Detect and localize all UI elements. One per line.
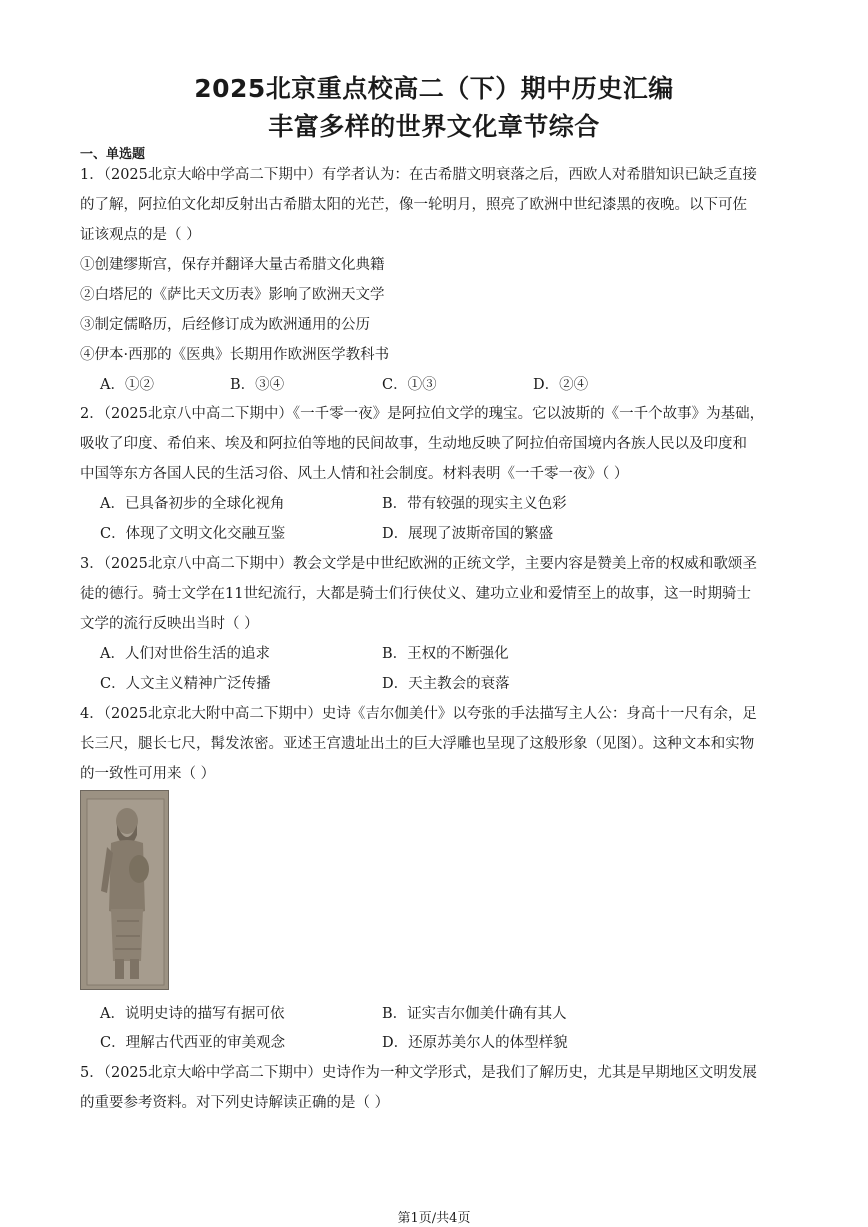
- q1-stem-line: 证该观点的是（ ）: [80, 227, 201, 243]
- q2-option-c[interactable]: C．体现了文明文化交融互鉴: [100, 526, 286, 542]
- q1-stem-line: 的了解，阿拉伯文化却反射出古希腊太阳的光芒，像一轮明月，照亮了欧洲中世纪漆黑的夜晚。以下可佐: [80, 197, 747, 213]
- gilgamesh-relief-image: [80, 790, 169, 990]
- q5-stem-line: 5．（2025北京大峪中学高二下期中）史诗作为一种文学形式，是我们了解历史，尤其是早期地区文明发展: [80, 1065, 757, 1081]
- page-number: 第1页/共4页: [397, 1211, 471, 1226]
- section-heading: 一、单选题: [80, 147, 146, 162]
- q2-option-d[interactable]: D．展现了波斯帝国的繁盛: [382, 526, 554, 542]
- q3-stem-line: 徒的德行。骑士文学在11世纪流行，大都是骑士们行侠仗义、建功立业和爱情至上的故事，这一时期骑士: [80, 586, 751, 602]
- q1-option-d[interactable]: D．②④: [533, 377, 589, 393]
- q3-stem-line: 文学的流行反映出当时（ ）: [80, 616, 259, 632]
- q4-option-c[interactable]: C．理解古代西亚的审美观念: [100, 1035, 286, 1051]
- q1-item: ④伊本·西那的《医典》长期用作欧洲医学教科书: [80, 347, 390, 363]
- q1-item: ②白塔尼的《萨比天文历表》影响了欧洲天文学: [80, 287, 385, 303]
- document-subtitle: 丰富多样的世界文化章节综合: [268, 112, 600, 141]
- q3-option-b[interactable]: B．王权的不断强化: [382, 646, 509, 662]
- q5-stem-line: 的重要参考资料。对下列史诗解读正确的是（ ）: [80, 1095, 390, 1111]
- q4-stem-line: 4．（2025北京北大附中高二下期中）史诗《吉尔伽美什》以夸张的手法描写主人公：身高十一尺有余，足: [80, 706, 757, 722]
- q4-option-a[interactable]: A．说明史诗的描写有据可依: [100, 1006, 285, 1022]
- q3-option-c[interactable]: C．人文主义精神广泛传播: [100, 676, 271, 692]
- q4-stem-line: 的一致性可用来（ ）: [80, 766, 216, 782]
- q1-option-a[interactable]: A．①②: [100, 377, 154, 393]
- q3-option-d[interactable]: D．天主教会的衰落: [382, 676, 510, 692]
- q4-option-d[interactable]: D．还原苏美尔人的体型样貌: [382, 1035, 568, 1051]
- q2-option-b[interactable]: B．带有较强的现实主义色彩: [382, 496, 567, 512]
- q3-option-a[interactable]: A．人们对世俗生活的追求: [100, 646, 270, 662]
- q2-stem-line: 中国等东方各国人民的生活习俗、风土人情和社会制度。材料表明《一千零一夜》（ ）: [80, 466, 629, 482]
- relief-figure-icon: [81, 791, 169, 990]
- q1-item: ①创建缪斯宫，保存并翻译大量古希腊文化典籍: [80, 257, 385, 273]
- q1-stem-line: 1．（2025北京大峪中学高二下期中）有学者认为：在古希腊文明衰落之后，西欧人对希腊知识已缺乏直接: [80, 167, 757, 183]
- q4-stem-line: 长三尺，腿长七尺，髯发浓密。亚述王宫遗址出土的巨大浮雕也呈现了这般形象（见图）。这种文本和实物: [80, 736, 755, 752]
- q1-option-c[interactable]: C．①③: [382, 377, 437, 393]
- document-title: 2025北京重点校高二（下）期中历史汇编: [194, 74, 674, 103]
- q2-stem-line: 2．（2025北京八中高二下期中）《一千零一夜》是阿拉伯文学的瑰宝。它以波斯的《一千个故事》为基础，: [80, 406, 765, 422]
- q1-item: ③制定儒略历，后经修订成为欧洲通用的公历: [80, 317, 370, 333]
- q2-option-a[interactable]: A．已具备初步的全球化视角: [100, 496, 285, 512]
- q2-stem-line: 吸收了印度、希伯来、埃及和阿拉伯等地的民间故事，生动地反映了阿拉伯帝国境内各族人民以及印度和: [80, 436, 747, 452]
- q3-stem-line: 3．（2025北京八中高二下期中）教会文学是中世纪欧洲的正统文学，主要内容是赞美上帝的权威和歌颂圣: [80, 556, 757, 572]
- q4-option-b[interactable]: B．证实吉尔伽美什确有其人: [382, 1006, 567, 1022]
- q1-option-b[interactable]: B．③④: [230, 377, 285, 393]
